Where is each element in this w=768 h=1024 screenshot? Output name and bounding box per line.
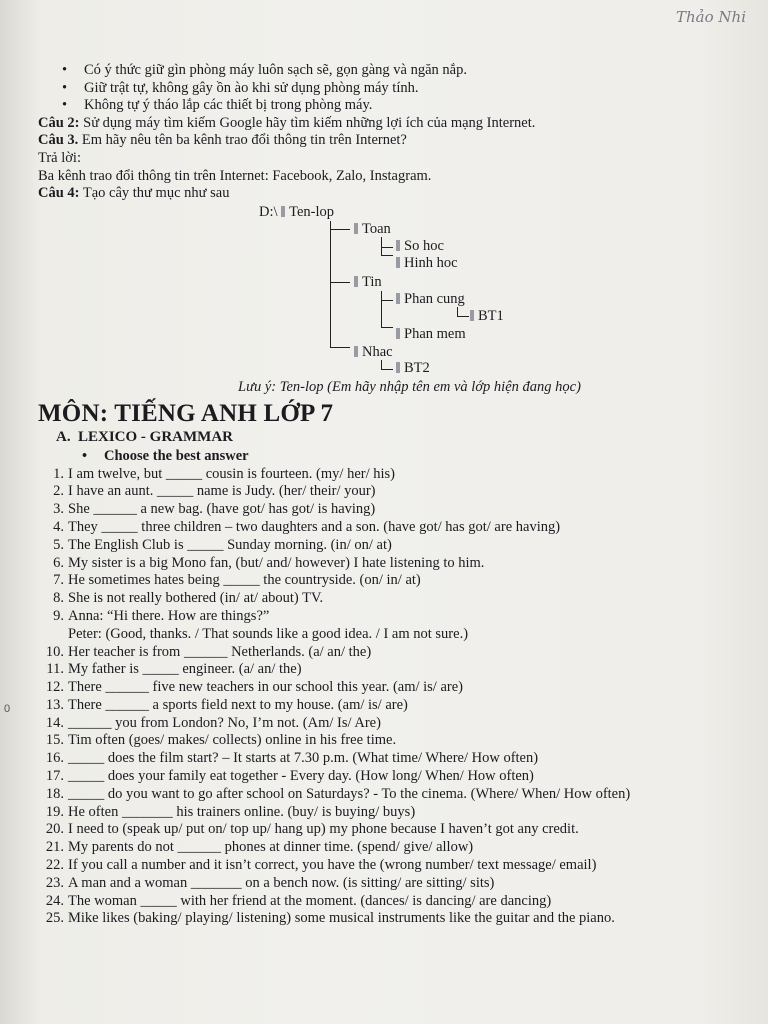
rule-item: • Không tự ý tháo lắp các thiết bị trong phòng máy. [62,97,738,115]
question-text: A man and a woman _______ on a bench now. (is sitting/ are sitting/ sits) [68,874,495,891]
question-number: 25. [45,910,64,927]
question-subline: Peter: (Good, thanks. / That sounds like a good idea. / I am not sure.) [68,625,469,642]
tree-node-phan-mem [396,326,466,344]
question-number: 19. [45,803,64,820]
question-text: He sometimes hates being _____ the countryside. (on/ in/ at) [68,572,421,589]
question-number: 15. [45,732,64,749]
folder-icon [396,362,400,373]
question-text: I am twelve, but _____ cousin is fourteen. (my/ her/ his) [68,465,395,482]
question-text: She ______ a new bag. (have got/ has got/ is having) [68,501,376,518]
question-item [38,893,738,911]
folder-so-hoc: So hoc [404,237,444,254]
folder-tree [38,203,738,376]
question-item [38,679,738,697]
question-item [38,697,738,715]
question-number: 17. [45,768,64,785]
question-text: Tạo cây thư mục như sau [79,185,230,202]
question-number: 7. [53,572,64,589]
question-number: 1. [53,465,64,482]
question-text: Mike likes (baking/ playing/ listening) some musical instruments like the guitar and the piano. [68,910,615,927]
tree-node-toan [354,221,391,239]
question-text: Em hãy nêu tên ba kênh trao đổi thông tin trên Internet? [78,132,407,149]
question-item [38,644,738,662]
question-number: 9. [53,607,64,624]
tree-line [330,347,350,348]
question-text: My father is _____ engineer. (a/ an/ the) [68,661,302,678]
question-list [38,466,738,929]
question-number: 16. [45,750,64,767]
question-item [38,715,738,733]
question-item [38,875,738,893]
folder-icon [354,346,358,357]
question-item [38,608,738,644]
question-item [38,590,738,608]
question-text: He often _______ his trainers online. (buy/ is buying/ buys) [68,803,416,820]
handwritten-name: Thảo Nhi [676,8,746,26]
tree-line [381,255,393,256]
question-item [38,537,738,555]
question-number: 5. [53,536,64,553]
question-item [38,572,738,590]
question-number: 12. [45,679,64,696]
tree-line [381,291,382,327]
page-content [38,62,738,928]
tree-line [381,327,393,328]
tree-line [457,316,469,317]
question-text: Tim often (goes/ makes/ collects) online in his free time. [68,732,397,749]
question-item [38,786,738,804]
question-label: Câu 2: [38,114,80,131]
section-heading [38,429,738,447]
question-text: Sử dụng máy tìm kiếm Google hãy tìm kiếm những lợi ích của mạng Internet. [79,114,536,131]
folder-phan-cung: Phan cung [404,290,465,307]
question-item [38,555,738,573]
question-item [38,768,738,786]
margin-mark: 0 [4,703,11,715]
question-item [38,519,738,537]
question-number: 21. [45,839,64,856]
tree-line [330,282,350,283]
folder-icon [396,257,400,268]
question-text: They _____ three children – two daughters and a son. (have got/ has got/ are having) [68,518,561,535]
question-number: 24. [45,892,64,909]
folder-icon [396,293,400,304]
question-text: She is not really bothered (in/ at/ about) TV. [68,590,324,607]
tree-node-nhac [354,344,393,362]
folder-icon [354,276,358,287]
question-item [38,661,738,679]
question-text: My parents do not ______ phones at dinner time. (spend/ give/ allow) [68,839,474,856]
question-text: The English Club is _____ Sunday morning. (in/ on/ at) [68,536,392,553]
folder-icon [396,328,400,339]
question-item [38,732,738,750]
question-text: I have an aunt. _____ name is Judy. (her/ their/ your) [68,483,376,500]
question-item [38,910,738,928]
question-text: There ______ a sports field next to my house. (am/ is/ are) [68,696,408,713]
question-text: _____ does the film start? – It starts at 7.30 p.m. (What time/ Where/ How often) [68,750,539,767]
question-text: The woman _____ with her friend at the moment. (dances/ is dancing/ are dancing) [68,892,552,909]
folder-bt1: BT1 [478,307,504,324]
drive-label: D:\ [259,203,278,220]
folder-icon [354,223,358,234]
note-text: Lưu ý: Ten-lop (Em hãy nhập tên em và lớp hiện đang học) [238,378,581,395]
question-item [38,804,738,822]
tree-node-bt1 [470,308,504,326]
question-item [38,821,738,839]
rule-item: • Giữ trật tự, không gây ồn ào khi sử dụng phòng máy tính. [62,80,738,98]
tree-root [259,204,334,222]
folder-phan-mem: Phan mem [404,325,466,342]
folder-icon [396,240,400,251]
question-4 [38,185,738,203]
question-number: 11. [46,661,64,678]
tree-node-hinh-hoc [396,255,458,273]
question-text: My sister is a big Mono fan, (but/ and/ however) I hate listening to him. [68,554,485,571]
question-number: 23. [45,874,64,891]
folder-nhac: Nhac [362,343,393,360]
folder-icon [470,310,474,321]
folder-bt2: BT2 [404,359,430,376]
question-number: 14. [45,714,64,731]
question-text: ______ you from London? No, I’m not. (Am/ Is/ Are) [68,714,381,731]
question-label: Câu 4: [38,185,80,202]
question-item [38,839,738,857]
instruction-text: Choose the best answer [104,447,249,464]
question-number: 18. [45,785,64,802]
question-text: I need to (speak up/ put on/ top up/ hang up) my phone because I haven’t got any credit. [68,821,579,838]
question-text: _____ do you want to go after school on Saturdays? - To the cinema. (Where/ When/ How often) [68,785,631,802]
question-text: _____ does your family eat together - Every day. (How long/ When/ How often) [68,768,534,785]
question-text: There ______ five new teachers in our school this year. (am/ is/ are) [68,679,463,696]
tree-node-tin [354,274,382,292]
question-3 [38,132,738,150]
question-number: 22. [45,857,64,874]
question-label: Câu 3. [38,132,79,149]
question-text: Her teacher is from ______ Netherlands. (a/ an/ the) [68,643,372,660]
instruction-bullet: • [82,447,88,464]
question-item [38,483,738,501]
question-item [38,750,738,768]
folder-icon [281,206,285,217]
question-number: 8. [53,590,64,607]
question-2 [38,115,738,133]
instruction [38,448,738,466]
section-title: LEXICO - GRAMMAR [78,429,233,446]
question-number: 4. [53,518,64,535]
question-item [38,857,738,875]
question-text: If you call a number and it isn’t correct, you have the (wrong number/ text message/ email) [68,857,597,874]
section-number: A. [56,429,71,446]
tree-line [381,369,393,370]
question-number: 3. [53,501,64,518]
answer-label: Trả lời: [38,149,81,166]
question-item [38,466,738,484]
question-number: 13. [45,696,64,713]
answer-text: Ba kênh trao đổi thông tin trên Internet: Facebook, Zalo, Instagram. [38,167,432,184]
tree-line [381,300,393,301]
tree-line [381,247,393,248]
tree-line [330,221,331,347]
tree-line [330,229,350,230]
question-text: Anna: “Hi there. How are things?” [68,607,270,624]
tree-line [381,360,382,369]
folder-toan: Toan [362,220,391,237]
question-number: 20. [45,821,64,838]
question-item [38,501,738,519]
tree-node-phan-cung [396,291,465,309]
rule-item: • Có ý thức giữ gìn phòng máy luôn sạch sẽ, gọn gàng và ngăn nắp. [62,62,738,80]
tree-line [381,237,382,255]
folder-tin: Tin [362,273,382,290]
folder-hinh-hoc: Hinh hoc [404,254,458,271]
tree-node-bt2 [396,360,430,378]
question-number: 6. [53,554,64,571]
tree-line [457,307,458,316]
question-number: 10. [45,643,64,660]
folder-ten-lop: Ten-lop [289,203,335,220]
question-number: 2. [53,483,64,500]
rules-list [38,62,738,115]
tree-node-so-hoc [396,238,444,256]
subject-title: MÔN: TIẾNG ANH LỚP 7 [38,400,334,428]
